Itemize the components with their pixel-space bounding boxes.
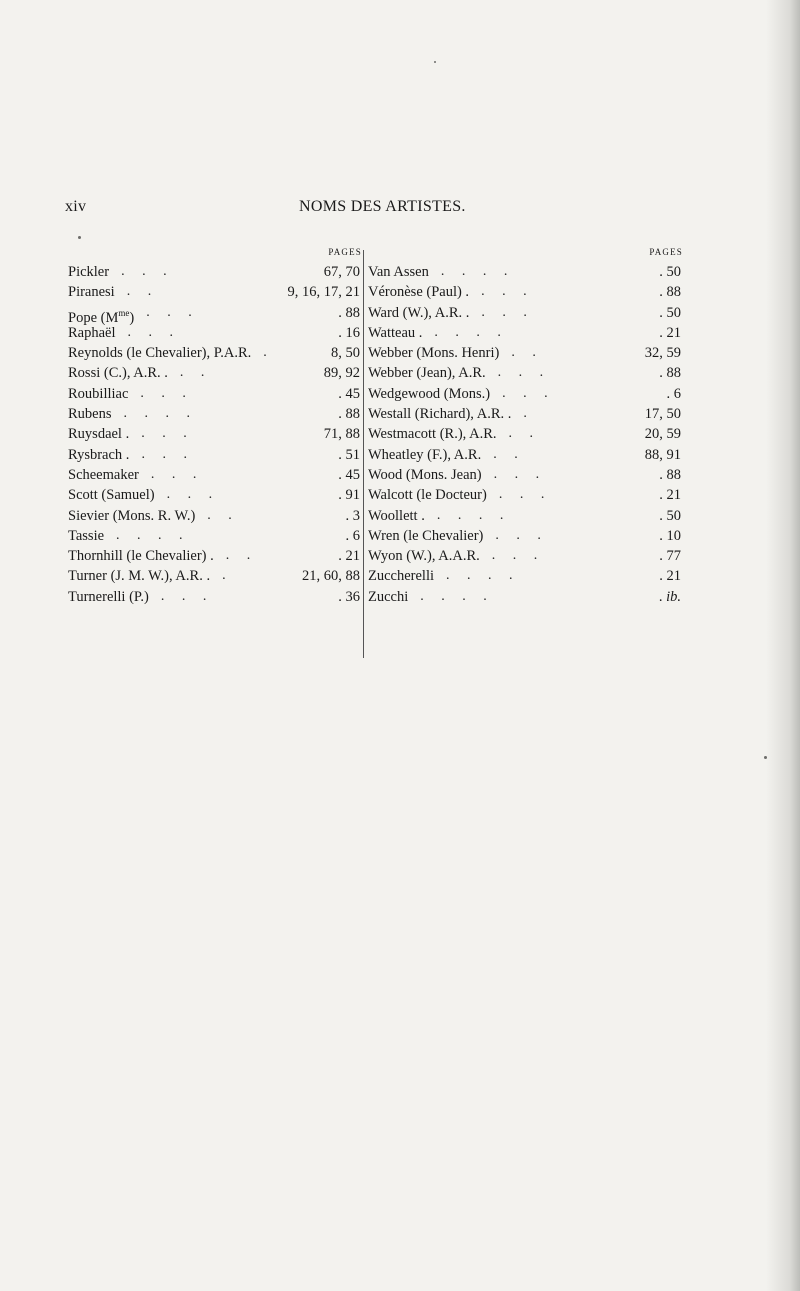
page-references: . 6 — [666, 385, 681, 402]
page-references: . 3 — [345, 507, 360, 524]
index-entry — [68, 363, 362, 383]
dot-leaders: . . . — [146, 304, 192, 320]
index-entry — [367, 384, 685, 404]
dot-leaders: . . . — [166, 487, 213, 503]
pages-column-heading: PAGES — [328, 247, 362, 257]
paper-speck — [78, 236, 81, 239]
page-references: . 88 — [659, 466, 681, 483]
page-references: 8, 50 — [331, 345, 360, 362]
index-column-right — [367, 247, 685, 607]
entry-list-left — [68, 262, 362, 607]
dot-leaders: . . . — [141, 426, 187, 442]
dot-leaders: . . . . — [123, 406, 190, 422]
page-references: . 51 — [338, 446, 360, 463]
index-entry — [367, 343, 685, 363]
dot-leaders: . . . . — [116, 527, 183, 543]
page-number: xiv — [65, 198, 87, 215]
artist-name: Roubilliac — [68, 385, 129, 402]
index-entry — [367, 424, 685, 444]
page-references: 67, 70 — [323, 264, 360, 280]
page-references: . 50 — [659, 507, 681, 524]
dot-leaders: . . . — [150, 466, 197, 482]
dot-leaders: . . . — [498, 487, 545, 503]
artist-name: Wyon (W.), A.A.R. — [368, 548, 480, 565]
artist-name: Rubens — [68, 406, 112, 423]
artist-name: Westall (Richard), A.R. . — [368, 406, 512, 423]
page-references: . 21 — [659, 324, 681, 341]
dot-leaders: . . . — [502, 385, 548, 401]
page-references: 89, 92 — [323, 365, 360, 382]
index-entry — [68, 587, 362, 607]
index-entry — [68, 262, 362, 282]
dot-leaders: . . . — [491, 548, 538, 564]
artist-name: Walcott (le Docteur) — [368, 487, 487, 504]
dot-leaders: . . . — [495, 527, 541, 543]
artist-name: Woollett . — [368, 507, 425, 524]
index-entry — [367, 485, 685, 505]
paper-speck — [434, 61, 436, 63]
artist-name: Wren (le Chevalier) — [368, 527, 484, 544]
page-references: 32, 59 — [644, 345, 681, 362]
dot-leaders: . . . . — [434, 324, 501, 340]
index-entry — [367, 587, 685, 607]
index-entry — [68, 303, 362, 326]
artist-name: Turnerelli (P.) — [68, 588, 149, 605]
page-references: . 45 — [338, 385, 360, 402]
artist-name: Tassie — [68, 527, 105, 544]
page-references: . 21 — [338, 548, 360, 565]
dot-leaders: . — [263, 345, 267, 361]
artist-name: Piranesi — [68, 284, 115, 301]
index-entry — [68, 424, 362, 444]
dot-leaders: . . . — [121, 264, 167, 279]
page-references: 9, 16, 17, 21 — [287, 284, 360, 301]
artist-name: Zuccherelli — [368, 568, 435, 585]
index-entry — [68, 282, 362, 302]
dot-leaders: . . . . — [420, 588, 487, 604]
artist-name: Westmacott (R.), A.R. — [368, 426, 497, 443]
artist-name: Wheatley (F.), A.R. — [368, 446, 482, 463]
dot-leaders: . . . . — [440, 264, 508, 279]
index-column-left — [68, 247, 362, 607]
dot-leaders: . . — [225, 548, 251, 564]
dot-leaders: . . . — [493, 466, 540, 482]
artist-name: Wood (Mons. Jean) — [368, 466, 482, 483]
page-references: . 50 — [659, 264, 681, 280]
dot-leaders: . . . — [481, 284, 527, 300]
artist-name: Scott (Samuel) — [68, 487, 155, 504]
index-entry — [367, 303, 685, 323]
page-title: NOMS DES ARTISTES. — [299, 198, 466, 215]
paper-speck — [764, 756, 767, 759]
artist-name: Raphaël — [68, 324, 116, 341]
artist-name: Ward (W.), A.R. . — [368, 304, 470, 321]
index-entry — [68, 465, 362, 485]
artist-name: Webber (Jean), A.R. — [368, 365, 486, 382]
dot-leaders: . — [523, 406, 527, 422]
index-entry — [68, 485, 362, 505]
dot-leaders: . . . — [497, 365, 544, 381]
artist-name: Webber (Mons. Henri) — [368, 345, 500, 362]
index-entry — [367, 546, 685, 566]
artist-name: Pope $(M^{me})$ — [68, 307, 135, 326]
index-entry — [367, 323, 685, 343]
dot-leaders: . . — [511, 345, 536, 361]
artist-name: Sievier (Mons. R. W.) — [68, 507, 196, 524]
dot-leaders: . — [222, 568, 226, 584]
page-references: . 6 — [345, 527, 360, 544]
index-entry — [68, 506, 362, 526]
dot-leaders: . . . — [140, 385, 186, 401]
index-entry — [367, 506, 685, 526]
page-references: . 45 — [338, 466, 360, 483]
page-references: . 77 — [659, 548, 681, 565]
dot-leaders: . . — [493, 446, 518, 462]
index-entry — [367, 526, 685, 546]
page-references: . 10 — [659, 527, 681, 544]
entry-list-right — [367, 262, 685, 607]
index-entry — [68, 384, 362, 404]
index-entry — [68, 546, 362, 566]
index-entry — [367, 363, 685, 383]
page-references: 21, 60, 88 — [302, 568, 360, 585]
artist-name: Rysbrach . — [68, 446, 130, 463]
page-edge-shadow — [766, 0, 800, 1291]
artist-name: Scheemaker — [68, 466, 139, 483]
dot-leaders: . . — [508, 426, 534, 442]
index-entry — [367, 445, 685, 465]
page-references: 88, 91 — [644, 446, 681, 463]
artist-name: Ruysdael . — [68, 426, 130, 443]
index-entry — [367, 404, 685, 424]
dot-leaders: . . . — [141, 446, 187, 462]
artist-name: Rossi (C.), A.R. . — [68, 365, 168, 382]
page-references: . ib. — [658, 588, 681, 605]
page-references: . 88 — [338, 304, 360, 321]
page-references: . 88 — [659, 284, 681, 301]
artist-name: Turner (J. M. W.), A.R. . — [68, 568, 211, 585]
index-entry — [367, 465, 685, 485]
page-references: . 50 — [659, 304, 681, 321]
index-entry — [68, 323, 362, 343]
dot-leaders: . . . . — [436, 507, 504, 523]
index-entry — [68, 445, 362, 465]
running-head — [65, 198, 685, 220]
dot-leaders: . . . . — [446, 568, 513, 584]
column-divider — [363, 250, 364, 658]
dot-leaders: . . . — [481, 304, 527, 320]
page-references: 20, 59 — [644, 426, 681, 443]
index-entry — [68, 343, 362, 363]
page-references: . 88 — [338, 406, 360, 423]
pages-column-heading: PAGES — [649, 247, 683, 257]
page-references: . 36 — [338, 588, 360, 605]
index-entry — [367, 566, 685, 586]
artist-name: Véronèse (Paul) . — [368, 284, 470, 301]
page-references: . 21 — [659, 487, 681, 504]
page-references: . 16 — [338, 324, 360, 341]
page-references: 71, 88 — [323, 426, 360, 443]
page-references: 17, 50 — [644, 406, 681, 423]
artist-name: Van Assen — [368, 264, 429, 280]
page-references: . 91 — [338, 487, 360, 504]
page-references: . 88 — [659, 365, 681, 382]
artist-name: Wedgewood (Mons.) — [368, 385, 491, 402]
index-entry — [68, 566, 362, 586]
dot-leaders: . . — [207, 507, 232, 523]
artist-name: Watteau . — [368, 324, 423, 341]
artist-name: Pickler — [68, 264, 110, 280]
index-entry — [367, 282, 685, 302]
dot-leaders: . . — [126, 284, 152, 300]
index-entry — [367, 262, 685, 282]
index-entry — [68, 404, 362, 424]
artist-name: Thornhill (le Chevalier) . — [68, 548, 214, 565]
page-references: . 21 — [659, 568, 681, 585]
index-entry — [68, 526, 362, 546]
dot-leaders: . . . — [160, 588, 207, 604]
artist-name: Zucchi — [368, 588, 409, 605]
artist-name: Reynolds (le Chevalier), P.A.R. — [68, 345, 252, 362]
dot-leaders: . . — [179, 365, 205, 381]
dot-leaders: . . . — [127, 324, 174, 340]
